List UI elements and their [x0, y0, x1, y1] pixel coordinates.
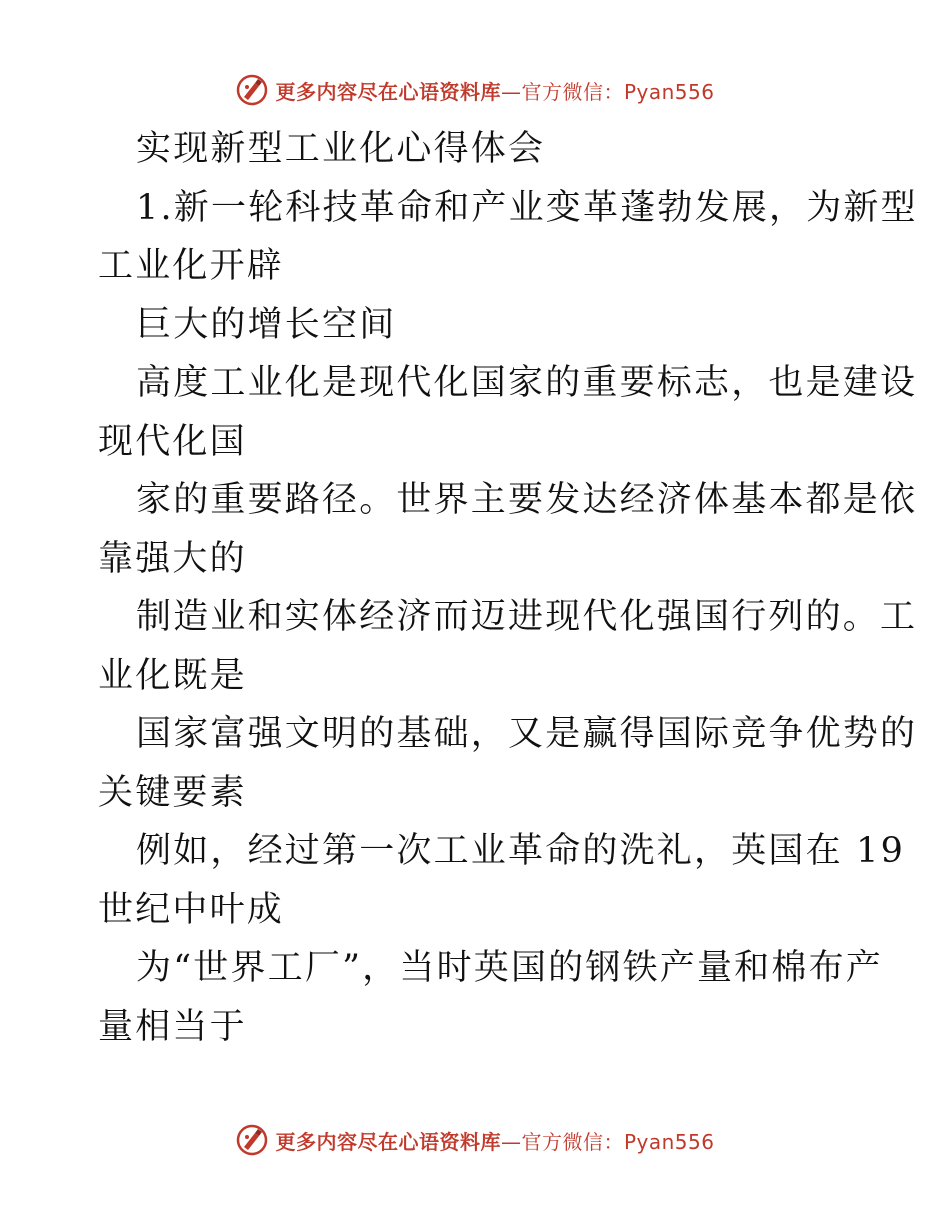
footer-banner [0, 1120, 950, 1160]
header-banner [0, 70, 950, 110]
paragraph-line: 制造业和实体经济而迈进现代化强国行列的。工 [136, 597, 918, 637]
footer-banner-text [275, 1126, 714, 1155]
header-banner-text [275, 76, 714, 105]
paragraph-line: 现代化国 [98, 421, 247, 462]
paragraph-line: 工业化开辟 [98, 246, 285, 286]
header-contact-text: 官方微信：Pyan556 [521, 79, 715, 104]
paragraph-line: 业化既是 [98, 655, 247, 696]
brand-logo-icon [235, 1123, 269, 1157]
paragraph-line: 关键要素 [98, 772, 247, 813]
paragraph-line: 靠强大的 [98, 538, 247, 579]
paragraph-line: 家的重要路径。世界主要发达经济体基本都是依 [136, 480, 918, 520]
paragraph-line: 1.新一轮科技革命和产业变革蓬勃发展，为新型 [136, 187, 918, 228]
paragraph-line: 量相当于 [98, 1006, 247, 1047]
paragraph-line: 高度工业化是现代化国家的重要标志，也是建设 [136, 363, 918, 403]
header-site-text: 更多内容尽在心语资料库 [275, 79, 501, 104]
paragraph-line: 国家富强文明的基础，又是赢得国际竞争优势的 [136, 714, 918, 754]
brand-logo-icon [235, 73, 269, 107]
paragraph-line: 例如，经过第一次工业革命的洗礼，英国在 19 [136, 831, 906, 871]
header-separator: — [500, 79, 522, 104]
footer-contact-text: 官方微信：Pyan556 [521, 1129, 715, 1154]
footer-site-text: 更多内容尽在心语资料库 [275, 1129, 501, 1154]
paragraph-line: 为“世界工厂”，当时英国的钢铁产量和棉布产 [136, 948, 883, 988]
document-body [98, 120, 918, 1056]
footer-separator: — [500, 1129, 522, 1154]
paragraph-line: 巨大的增长空间 [136, 304, 397, 345]
paragraph-line: 世纪中叶成 [98, 889, 285, 930]
document-title: 实现新型工业化心得体会 [136, 129, 546, 169]
